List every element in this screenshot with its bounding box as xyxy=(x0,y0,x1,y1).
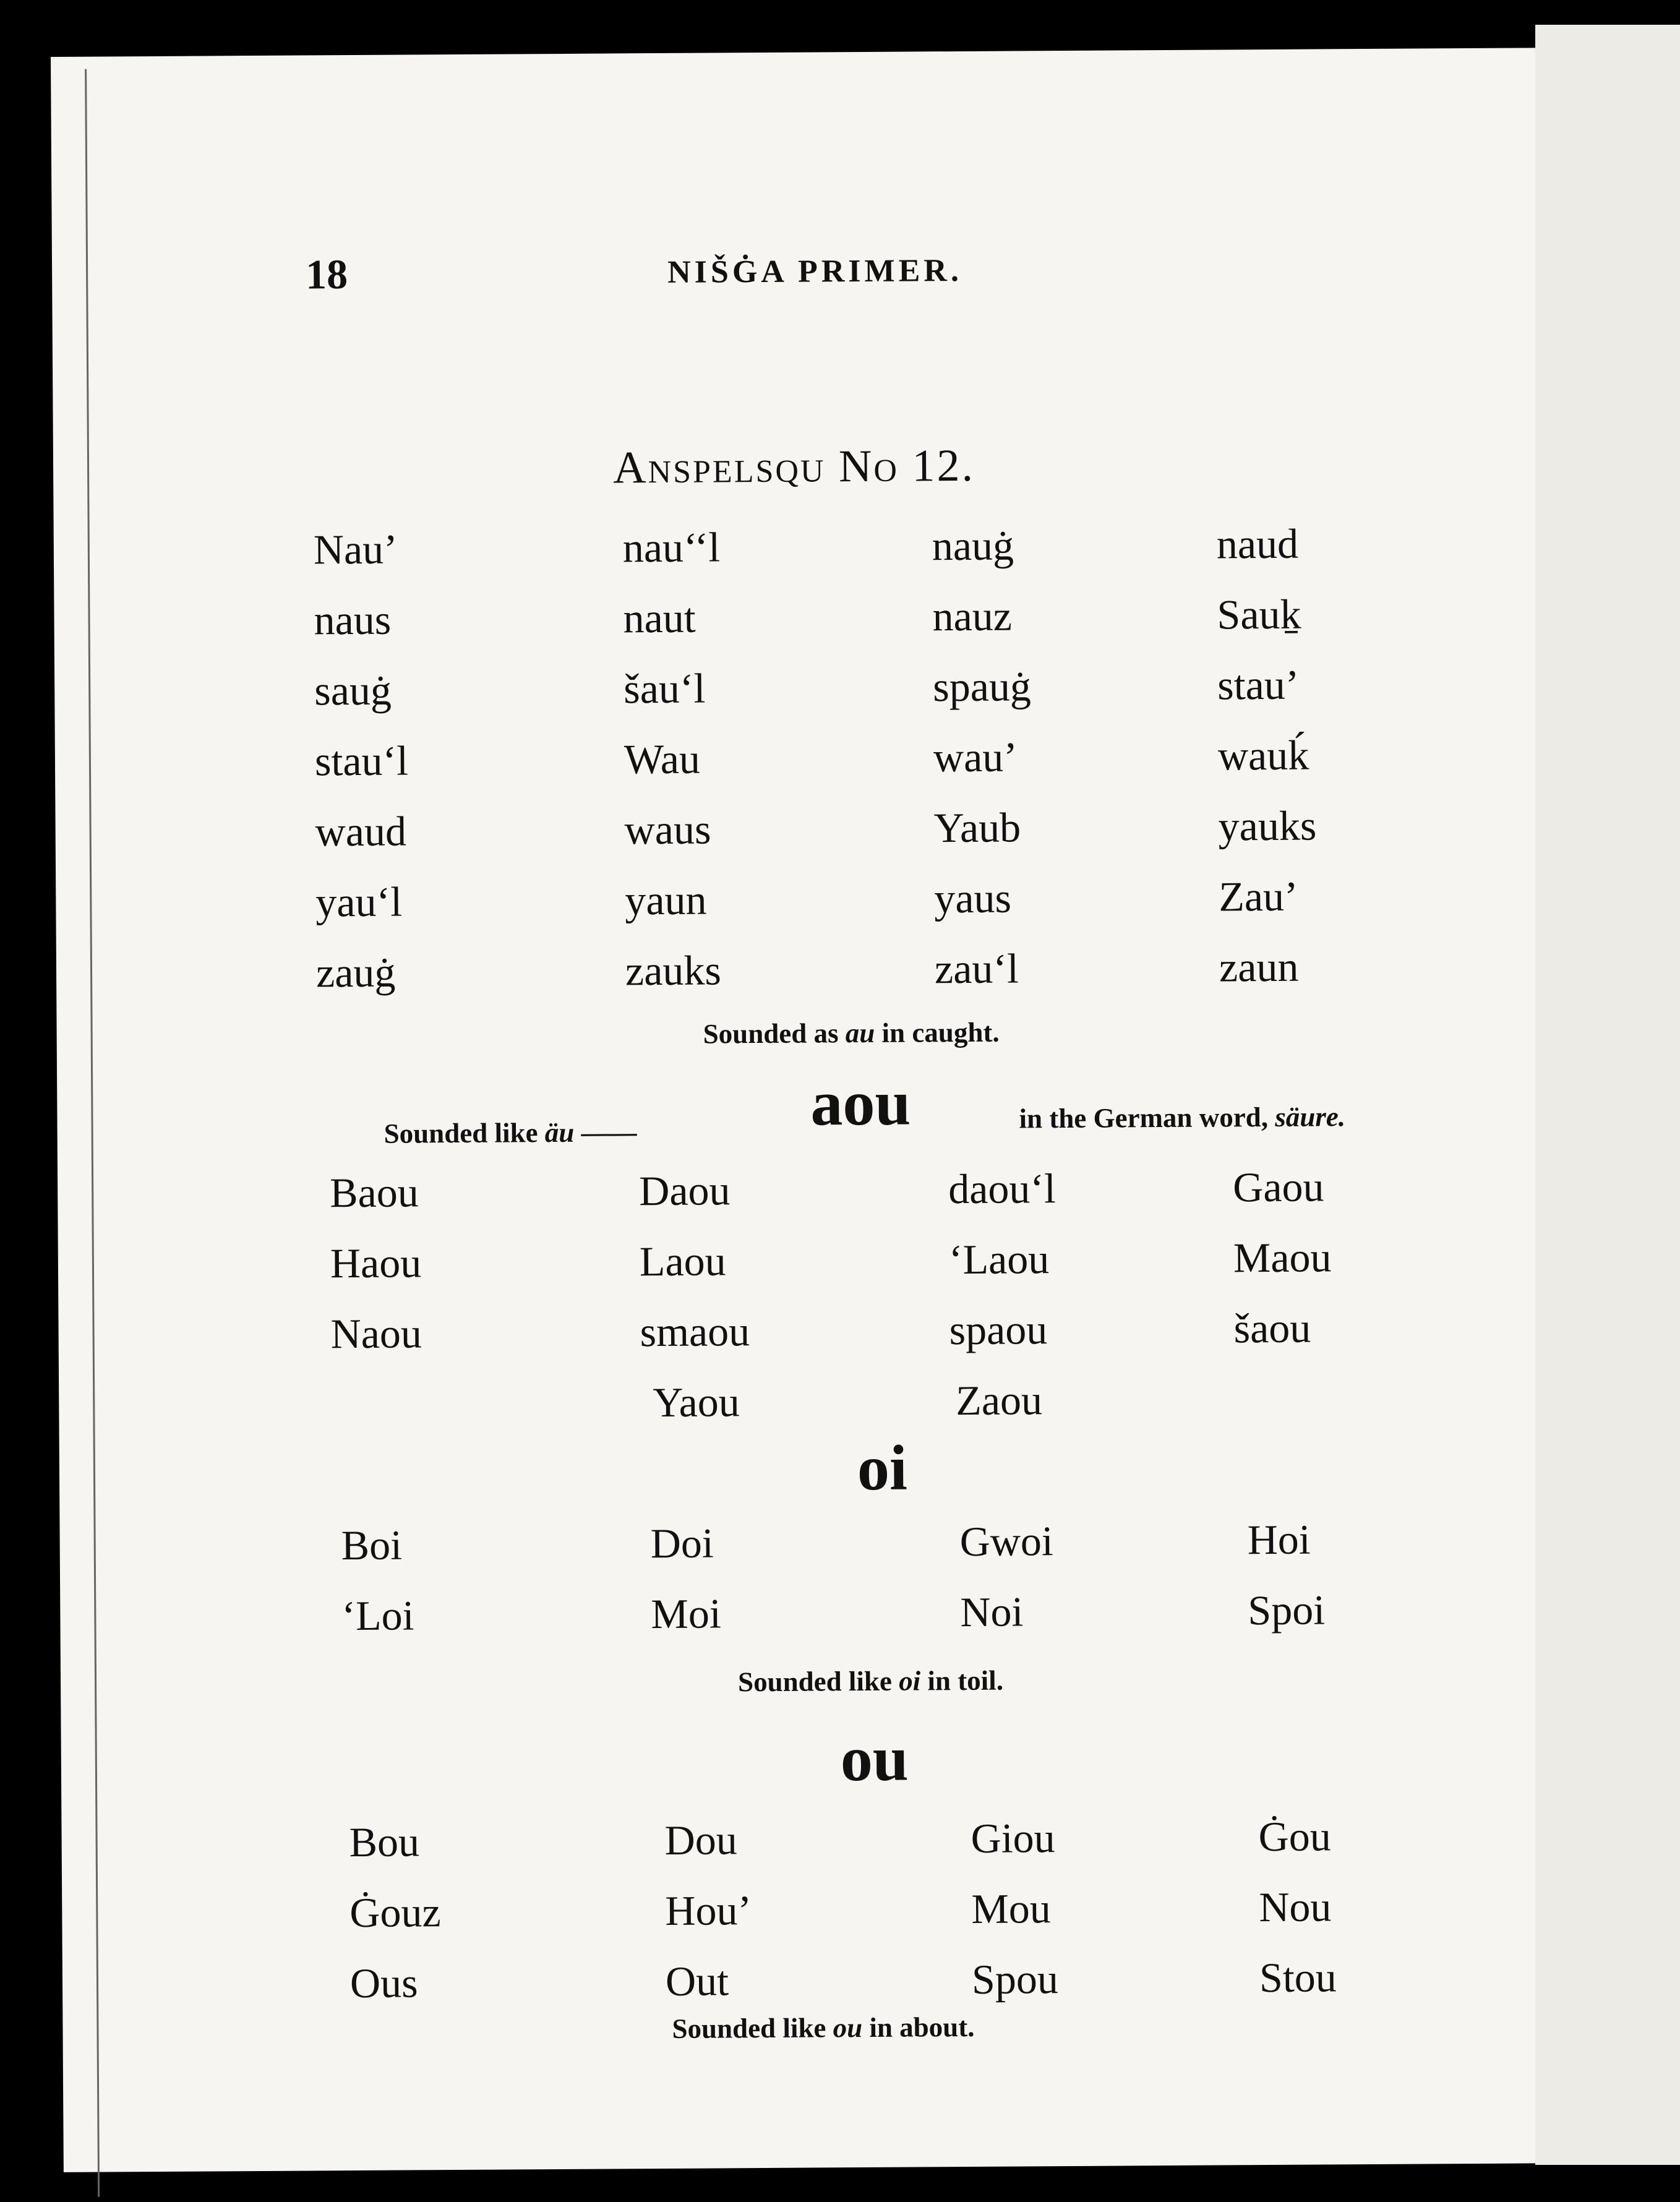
word: Hoi xyxy=(1247,1515,1311,1564)
word: Nau’ xyxy=(313,525,398,573)
ou-heading: ou xyxy=(840,1723,909,1795)
word: sauġ xyxy=(314,666,392,714)
word: Moi xyxy=(651,1590,721,1638)
word: wauḱ xyxy=(1217,731,1309,779)
word: Laou xyxy=(639,1237,726,1285)
word-row xyxy=(54,659,1540,739)
word: Haou xyxy=(330,1239,422,1287)
oi-caption: Sounded like oi in toil. xyxy=(737,1664,1004,1698)
word: waus xyxy=(624,805,711,854)
word: šau‘l xyxy=(624,664,706,713)
word-row xyxy=(54,518,1539,598)
word: zaun xyxy=(1219,943,1299,991)
ou-word-grid xyxy=(61,1810,1547,2031)
word: Gaou xyxy=(1232,1163,1324,1211)
page-number: 18 xyxy=(305,251,348,298)
word: wau’ xyxy=(933,733,1018,781)
word-row xyxy=(55,800,1540,880)
word: Yaub xyxy=(933,803,1021,852)
word: Zau’ xyxy=(1219,872,1298,920)
word: smaou xyxy=(640,1308,750,1356)
word: šaou xyxy=(1233,1304,1311,1352)
word-row xyxy=(59,1514,1545,1593)
word: stau‘l xyxy=(314,737,409,785)
word: Gwoi xyxy=(959,1517,1054,1566)
word: Spoi xyxy=(1248,1586,1326,1634)
word-row xyxy=(61,1810,1546,1890)
word: naut xyxy=(623,594,696,642)
word-row xyxy=(58,1302,1543,1382)
au-caption: Sounded as au in caught. xyxy=(703,1016,1000,1050)
running-title: NIŠĠA PRIMER. xyxy=(667,253,963,290)
word: nau‘‘l xyxy=(622,523,721,572)
word: ‘Loi xyxy=(341,1592,414,1640)
aou-word-grid xyxy=(58,1161,1544,1452)
word: zauġ xyxy=(315,948,396,996)
aou-heading: aou xyxy=(810,1067,911,1139)
word-row xyxy=(58,1232,1543,1311)
word: Maou xyxy=(1233,1233,1332,1282)
word: Stou xyxy=(1259,1953,1337,2002)
word-row xyxy=(58,1161,1543,1241)
word: Ġouz xyxy=(349,1888,441,1937)
word: yaus xyxy=(934,874,1012,922)
word: Doi xyxy=(650,1519,714,1567)
word-row xyxy=(60,1584,1545,1664)
word: Sauḵ xyxy=(1217,590,1301,638)
word: Boi xyxy=(341,1521,403,1569)
word: Yaou xyxy=(653,1378,740,1426)
word: Giou xyxy=(971,1814,1055,1862)
word: nauz xyxy=(932,592,1013,640)
page-header xyxy=(52,202,1537,298)
word-row xyxy=(62,1881,1547,1961)
word: spauġ xyxy=(933,662,1032,711)
word: Baou xyxy=(329,1168,419,1217)
word: ‘Laou xyxy=(948,1235,1050,1283)
aou-right-note: in the German word, säure. xyxy=(1019,1101,1346,1134)
word: Ġou xyxy=(1258,1812,1331,1861)
lesson-title: Anspelsqu No 12. xyxy=(612,440,975,494)
aou-left-note: Sounded like äu —— xyxy=(384,1116,637,1149)
word: waud xyxy=(315,807,407,855)
word: daou‘l xyxy=(948,1165,1056,1213)
word: Hou’ xyxy=(665,1887,752,1934)
word-row xyxy=(56,941,1541,1021)
oi-word-grid xyxy=(59,1514,1545,1664)
word: Dou xyxy=(664,1816,737,1864)
book-page xyxy=(51,48,1548,2172)
word: yaun xyxy=(625,876,707,924)
word: Noi xyxy=(960,1588,1024,1636)
word: naus xyxy=(314,596,392,644)
word: Nou xyxy=(1259,1883,1332,1931)
word: Out xyxy=(665,1957,729,2005)
word-row xyxy=(55,729,1540,809)
word: Daou xyxy=(638,1167,731,1215)
word: Mou xyxy=(971,1885,1052,1932)
ou-caption: Sounded like ou in about. xyxy=(672,2011,975,2044)
word: spaou xyxy=(949,1306,1048,1354)
word: zauks xyxy=(625,946,722,995)
word: yau‘l xyxy=(315,878,403,926)
word: yauks xyxy=(1218,802,1317,850)
word: zau‘l xyxy=(934,945,1019,993)
facing-page-edge xyxy=(1535,25,1680,2165)
word: Wau xyxy=(624,735,701,783)
word-row xyxy=(54,588,1539,668)
word: Zaou xyxy=(956,1376,1043,1424)
au-word-grid xyxy=(54,518,1541,1021)
word: naud xyxy=(1216,520,1299,568)
word: Ous xyxy=(349,1959,418,2007)
word-row xyxy=(56,870,1541,950)
oi-heading: oi xyxy=(857,1432,908,1504)
word: nauġ xyxy=(932,521,1014,570)
word-row xyxy=(59,1373,1544,1452)
word: Naou xyxy=(330,1309,422,1358)
word: Spou xyxy=(971,1955,1059,2003)
word: Bou xyxy=(349,1818,420,1866)
word: stau’ xyxy=(1217,661,1300,709)
